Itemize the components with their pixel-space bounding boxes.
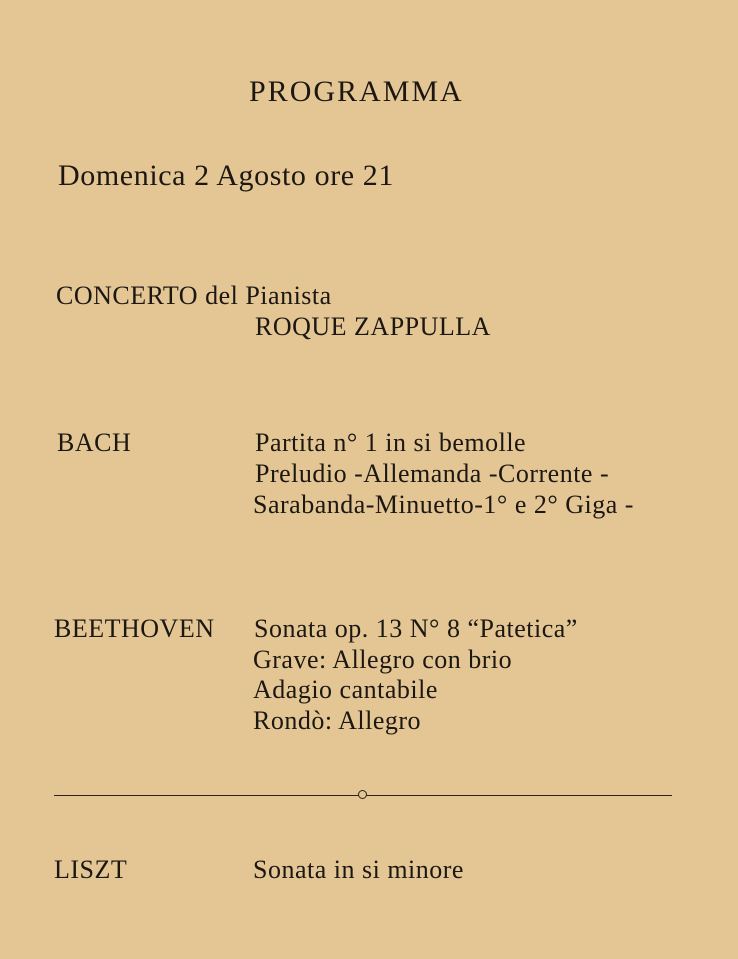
piece-line: Adagio cantabile bbox=[253, 675, 438, 704]
performer-name: ROQUE ZAPPULLA bbox=[255, 312, 491, 341]
divider-ornament bbox=[358, 790, 367, 799]
piece-line: Partita n° 1 in si bemolle bbox=[255, 428, 527, 457]
piece-line: Rondò: Allegro bbox=[253, 706, 422, 735]
piece-line: Sonata in si minore bbox=[253, 855, 464, 884]
composer-bach: BACH bbox=[57, 428, 132, 457]
piece-line: Sonata op. 13 N° 8 “Patetica” bbox=[254, 614, 578, 643]
piece-line: Sarabanda-Minuetto-1° e 2° Giga - bbox=[253, 490, 634, 519]
piece-line: Grave: Allegro con brio bbox=[253, 645, 513, 674]
composer-beethoven: BEETHOVEN bbox=[54, 614, 215, 643]
concert-date: Domenica 2 Agosto ore 21 bbox=[58, 159, 395, 192]
piece-line: Preludio -Allemanda -Corrente - bbox=[255, 459, 610, 488]
composer-liszt: LISZT bbox=[54, 855, 128, 884]
concert-label: CONCERTO del Pianista bbox=[56, 281, 332, 310]
page-title: PROGRAMMA bbox=[249, 75, 464, 108]
